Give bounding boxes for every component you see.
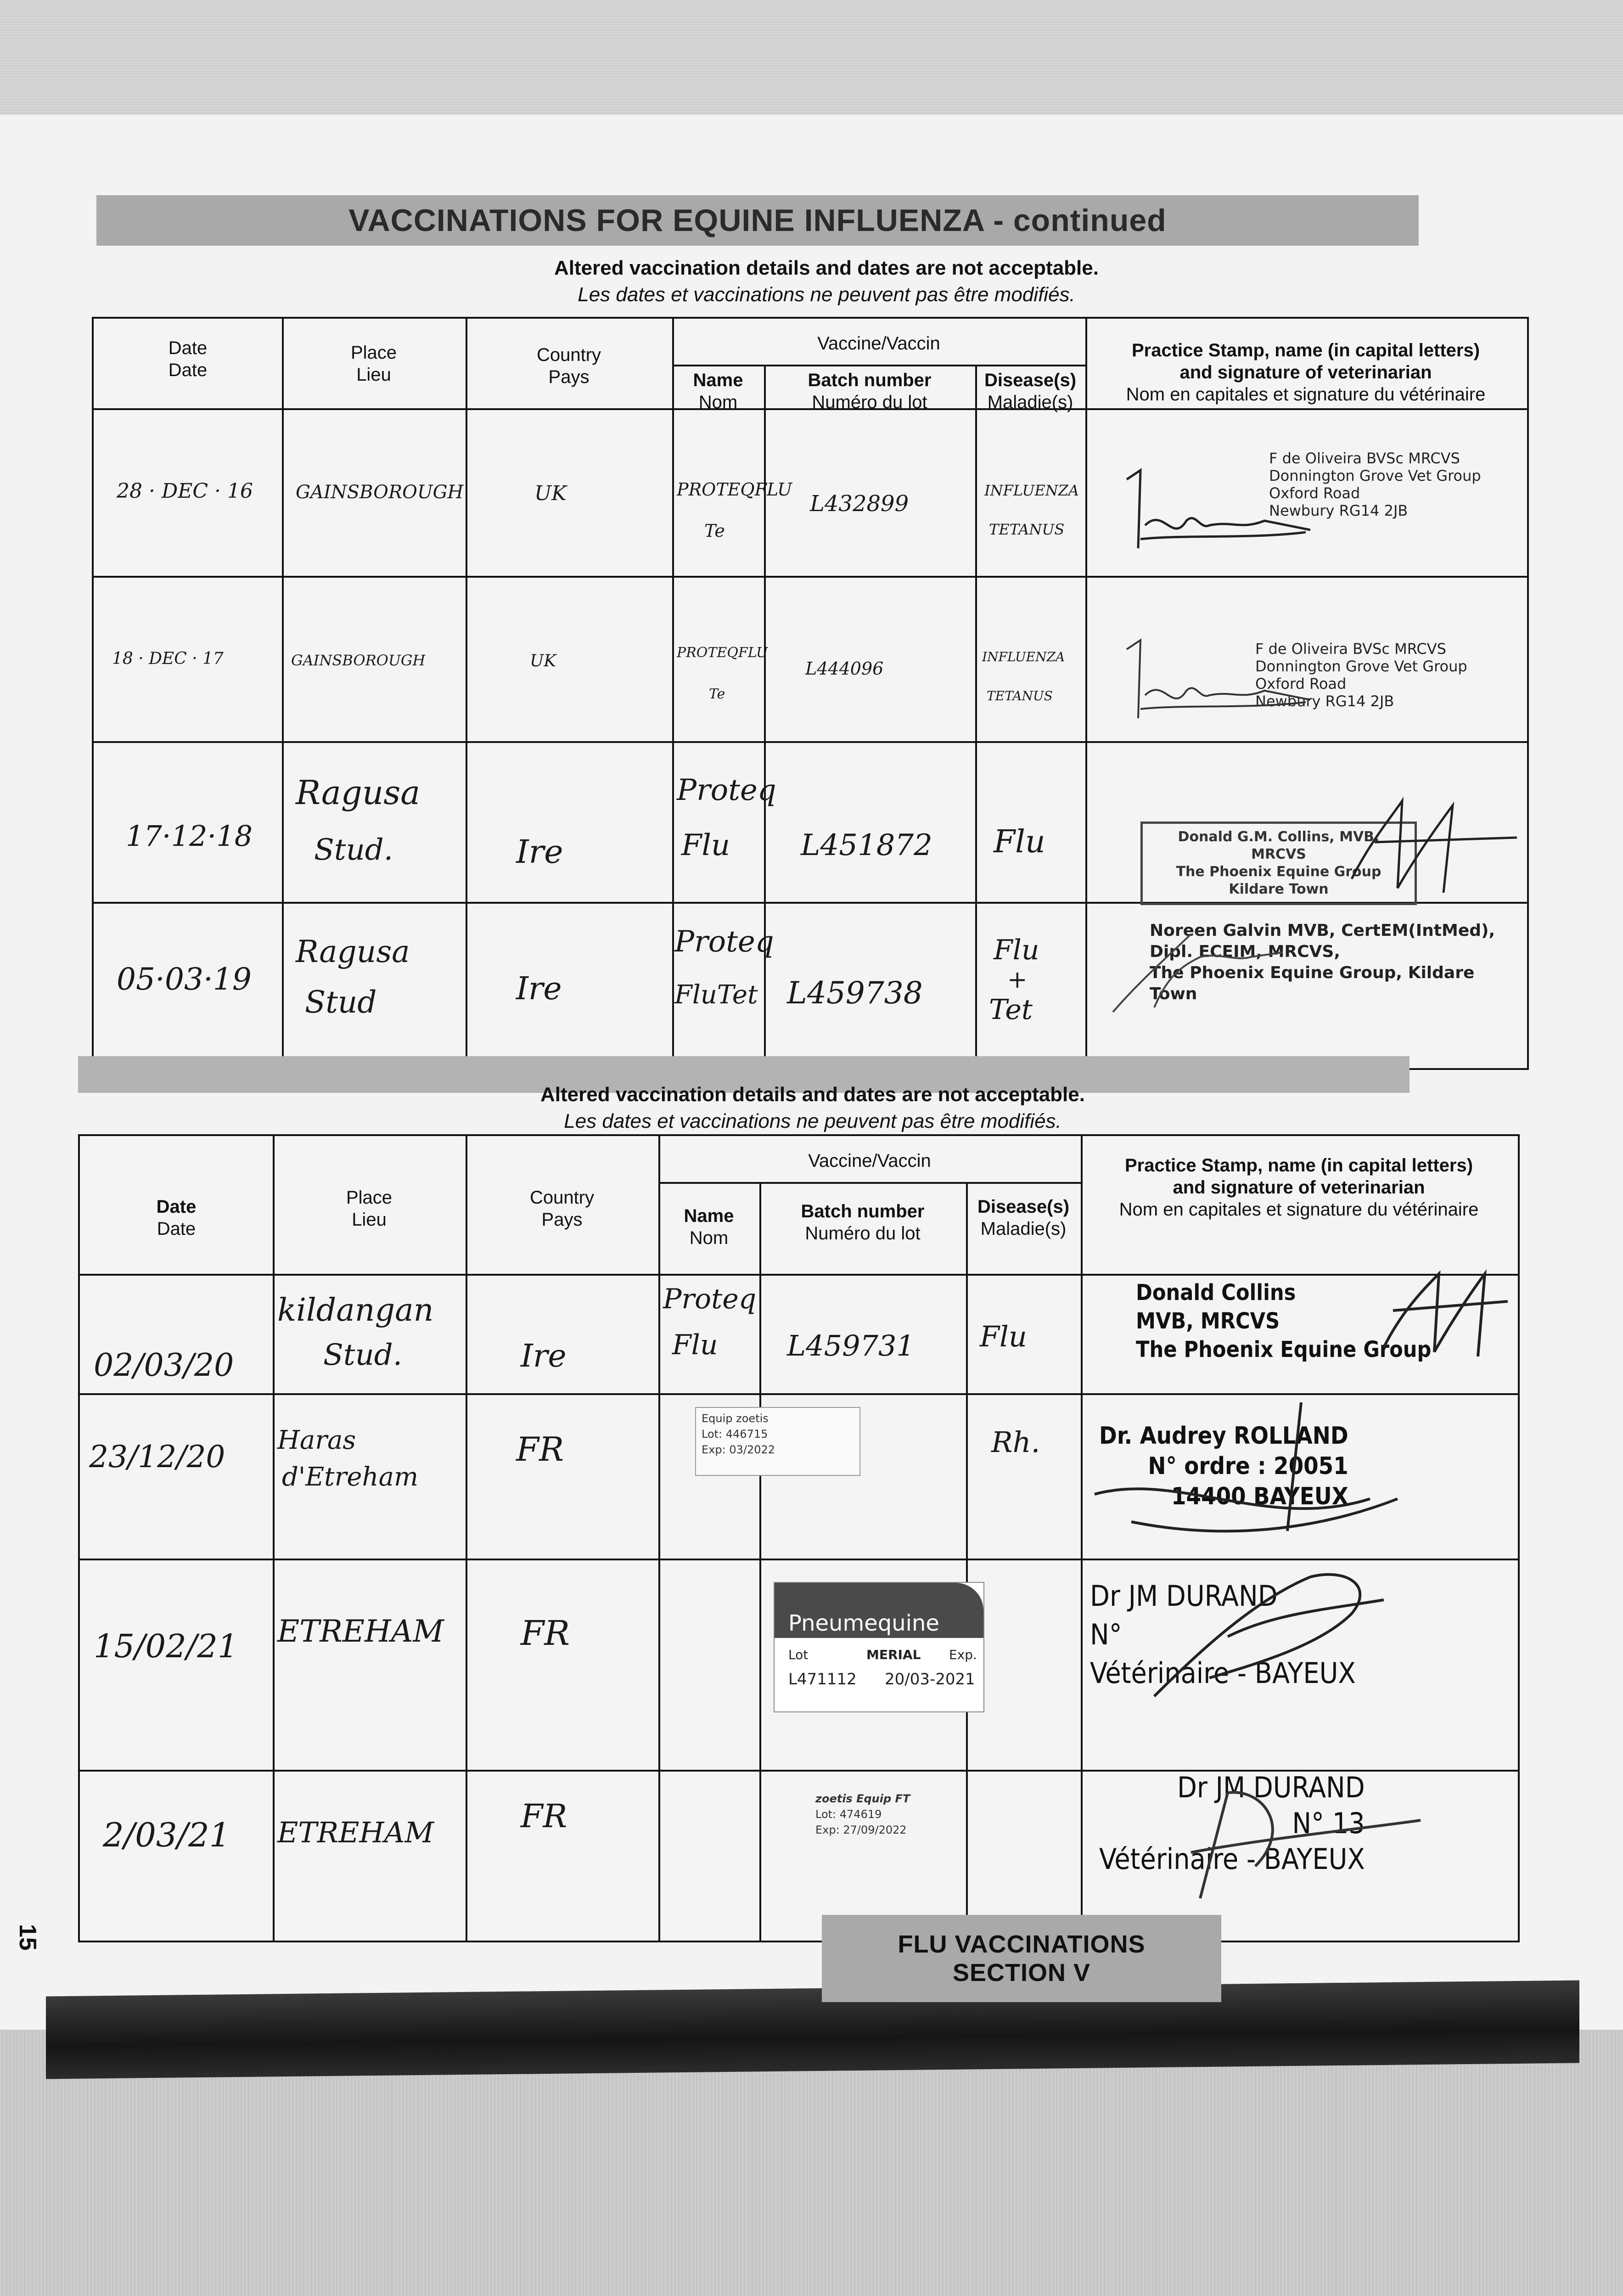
row1-date: 28 · DEC · 16	[117, 479, 253, 503]
header-disease: Disease(s) Maladie(s)	[984, 370, 1077, 412]
b-row2-signature	[1085, 1393, 1407, 1559]
header-country: Country Pays	[536, 345, 601, 387]
row4-disease-3: Tet	[989, 994, 1033, 1026]
b-row2-date: 23/12/20	[89, 1439, 225, 1474]
row3-batch: L451872	[801, 828, 932, 862]
header-place: Place Lieu	[350, 343, 397, 385]
row2-batch: L444096	[805, 658, 884, 679]
alteration-notice	[413, 255, 1240, 308]
b-row3-country: FR	[521, 1614, 570, 1653]
section-footer-line2: SECTION V	[952, 1959, 1091, 1986]
header-vaccine-name: Name Nom	[693, 370, 743, 412]
b-row1-disease: Flu	[980, 1320, 1027, 1353]
b-row4-label-exp: Exp: 27/09/2022	[815, 1823, 907, 1836]
row4-disease-plus: +	[1007, 966, 1028, 994]
b-row4-stamp: Dr JM DURAND N° 13 Vétérinaire - BAYEUX	[1099, 1771, 1365, 1876]
header-vaccine: Vaccine/Vaccin	[817, 333, 940, 354]
row4-vaccine-name: Proteq	[674, 925, 774, 959]
pneumequine-brand: Pneumequine	[788, 1610, 939, 1636]
row1-vaccine-name: PROTEQFLU	[677, 479, 792, 500]
pneumequine-sticker	[774, 1582, 984, 1712]
row3-vaccine-name-2: Flu	[681, 828, 730, 862]
page-number: 15	[14, 1924, 41, 1951]
row1-signature	[1113, 452, 1324, 562]
header-practice-stamp: Practice Stamp, name (in capital letters) and signature of veterinarian Nom en capitales et signature du vétérinaire	[1126, 340, 1486, 405]
header-place-bottom: Place Lieu	[346, 1187, 393, 1230]
b-row1-country: Ire	[521, 1338, 567, 1374]
b-row2-place-2: d'Etreham	[282, 1462, 419, 1492]
row2-vaccine-name: PROTEQFLU	[677, 645, 768, 661]
b-row2-disease: Rh.	[991, 1425, 1040, 1459]
section-footer-tab	[822, 1915, 1221, 2002]
row4-disease: Flu	[994, 934, 1039, 966]
row1-disease: INFLUENZA	[984, 482, 1079, 499]
pneumequine-lot-value: L471112	[788, 1670, 857, 1688]
row4-date: 05·03·19	[117, 962, 252, 997]
header-batch-bottom: Batch number Numéro du lot	[801, 1201, 925, 1244]
row2-signature	[1113, 622, 1324, 732]
b-row1-date: 02/03/20	[94, 1347, 234, 1384]
row1-disease-2: TETANUS	[989, 521, 1065, 538]
row3-place-2: Stud.	[314, 833, 393, 867]
b-row4-signature	[1173, 1774, 1430, 1912]
row2-stamp: F de Oliveira BVSc MRCVS Donnington Grove Vet Group Oxford Road Newbury RG14 2JB	[1255, 640, 1467, 710]
row3-stamp: Donald G.M. Collins, MVB, MRCVS The Phoenix Equine Group Kildare Town	[1140, 822, 1417, 905]
notice-french: Les dates et vaccinations ne peuvent pas être modifiés.	[578, 283, 1075, 306]
b-row4-label-brand: zoetis Equip FT	[815, 1792, 910, 1805]
row2-disease: INFLUENZA	[982, 649, 1065, 664]
row3-place: Ragusa	[296, 773, 421, 812]
b-row3-place: ETREHAM	[277, 1614, 444, 1649]
b-row2-place: Haras	[277, 1425, 356, 1455]
b-row2-stamp: Dr. Audrey ROLLAND N° ordre : 20051 14400 BAYEUX	[1099, 1422, 1348, 1510]
row2-country: UK	[530, 652, 556, 670]
row3-vaccine-name: Proteq	[677, 773, 776, 807]
row2-vaccine-name-suffix: Te	[709, 686, 725, 702]
notice-english-bottom: Altered vaccination details and dates are not acceptable.	[540, 1083, 1085, 1106]
header-vaccine-name-bottom: Name Nom	[684, 1206, 734, 1248]
row1-batch: L432899	[810, 491, 909, 517]
pneumequine-lot-label: Lot	[788, 1647, 809, 1662]
b-row2-label-brand: Equip zoetis	[702, 1412, 769, 1425]
b-row4-label-lot: Lot: 474619	[815, 1808, 882, 1821]
row1-stamp: F de Oliveira BVSc MRCVS Donnington Grove Vet Group Oxford Road Newbury RG14 2JB	[1269, 450, 1481, 519]
b-row1-vaccine-name-2: Flu	[672, 1329, 718, 1361]
notice-french-bottom: Les dates et vaccinations ne peuvent pas être modifiés.	[564, 1110, 1061, 1132]
row3-date: 17·12·18	[126, 819, 253, 853]
b-row2-label-lot: Lot: 446715	[702, 1428, 768, 1441]
header-practice-stamp-bottom: Practice Stamp, name (in capital letters) and signature of veterinarian Nom en capitales et signature du vétérinaire	[1119, 1155, 1479, 1220]
b-row1-place: kildangan	[277, 1292, 434, 1328]
row4-place-2: Stud	[305, 985, 377, 1020]
row4-signature	[1099, 916, 1292, 1030]
header-date-bottom: Date Date	[156, 1197, 197, 1239]
vaccination-table-top	[92, 317, 1529, 1070]
b-row3-signature	[1136, 1559, 1393, 1710]
b-row4-date: 2/03/21	[103, 1816, 230, 1854]
b-row1-stamp: Donald Collins MVB, MRCVS The Phoenix Equine Group	[1136, 1280, 1432, 1362]
row2-date: 18 · DEC · 17	[112, 649, 224, 668]
b-row3-stamp: Dr JM DURAND N° Vétérinaire - BAYEUX	[1090, 1579, 1356, 1690]
section-title: VACCINATIONS FOR EQUINE INFLUENZA - continued	[348, 203, 1167, 238]
b-row3-date: 15/02/21	[94, 1627, 238, 1665]
alteration-notice-bottom	[399, 1081, 1226, 1135]
header-vaccine-bottom: Vaccine/Vaccin	[808, 1151, 931, 1171]
b-row4-vaccine-label	[810, 1788, 966, 1857]
header-country-bottom: Country Pays	[529, 1187, 595, 1230]
vaccination-table-bottom	[78, 1134, 1520, 1942]
row3-disease: Flu	[994, 824, 1045, 860]
row3-country: Ire	[516, 833, 563, 871]
row4-place: Ragusa	[296, 934, 410, 969]
scan-background-top	[0, 0, 1623, 115]
pneumequine-maker: MERIAL	[866, 1647, 921, 1662]
row4-batch: L459738	[787, 975, 923, 1011]
pneumequine-exp-value: 20/03-2021	[885, 1670, 975, 1688]
row3-signature	[1333, 787, 1526, 906]
b-row1-place-2: Stud.	[323, 1338, 403, 1372]
b-row2-country: FR	[516, 1430, 564, 1469]
b-row2-vaccine-label	[695, 1407, 860, 1476]
row1-place: GAINSBOROUGH	[296, 482, 464, 503]
header-batch: Batch number Numéro du lot	[808, 370, 932, 412]
row4-stamp: Noreen Galvin MVB, CertEM(IntMed), Dipl. ECEIM, MRCVS, The Phoenix Equine Group, Kildare Town	[1150, 921, 1495, 1003]
row2-disease-2: TETANUS	[987, 688, 1053, 703]
notice-english: Altered vaccination details and dates are not acceptable.	[554, 257, 1099, 279]
b-row1-batch: L459731	[787, 1329, 915, 1362]
row1-vaccine-name-suffix: Te	[704, 521, 725, 541]
b-row4-country: FR	[521, 1797, 567, 1835]
b-row1-signature	[1375, 1260, 1512, 1366]
row4-country: Ire	[516, 971, 562, 1007]
header-disease-bottom: Disease(s) Maladie(s)	[977, 1197, 1070, 1239]
b-row4-place: ETREHAM	[277, 1816, 434, 1849]
b-row1-vaccine-name: Proteq	[663, 1283, 757, 1315]
section-title-bar	[96, 195, 1419, 246]
pneumequine-exp-label: Exp.	[949, 1647, 977, 1662]
header-date: Date Date	[168, 338, 208, 380]
section-footer-line1: FLU VACCINATIONS	[898, 1930, 1146, 1958]
row4-vaccine-name-2: FluTet	[674, 980, 758, 1010]
scanner-edge-band	[46, 1981, 1579, 2079]
row2-place: GAINSBOROUGH	[291, 652, 426, 669]
b-row2-label-exp: Exp: 03/2022	[702, 1443, 775, 1456]
row1-country: UK	[534, 482, 567, 505]
